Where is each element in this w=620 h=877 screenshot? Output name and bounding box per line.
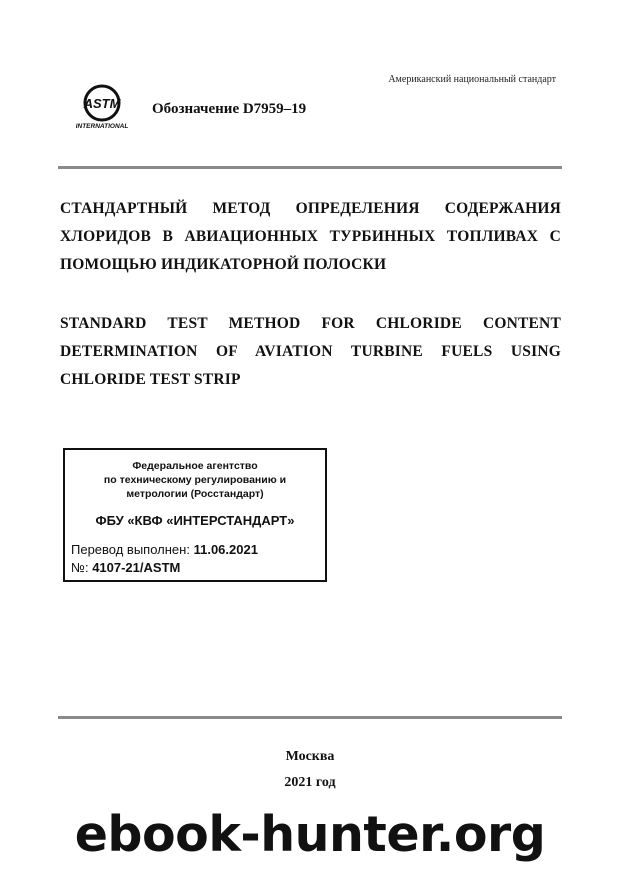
- svg-text:ASTM: ASTM: [83, 96, 121, 111]
- watermark: ebook-hunter.org: [74, 806, 546, 863]
- national-standard-label: Американский национальный стандарт: [388, 74, 556, 85]
- stamp-organization: ФБУ «КВФ «ИНТЕРСТАНДАРТ»: [95, 513, 295, 528]
- astm-logo-icon: [76, 84, 128, 130]
- publication-year: 2021 год: [284, 775, 336, 790]
- stamp-agency: [65, 459, 325, 501]
- number-label: №:: [71, 560, 89, 575]
- stamp-agency-line: метрологии (Росстандарт): [126, 488, 264, 500]
- translation-stamp: [63, 448, 327, 582]
- svg-text:INTERNATIONAL: INTERNATIONAL: [76, 123, 128, 130]
- number-value: 4107-21/ASTM: [92, 560, 181, 575]
- title-english: STANDARD TEST METHOD FOR CHLORIDE CONTENT DETERMINATION OF AVIATION TURBINE FUELS USING CHLORIDE TEST STRIP: [60, 315, 561, 388]
- publication-city: Москва: [285, 749, 335, 764]
- top-divider: [58, 166, 562, 169]
- translated-label: Перевод выполнен:: [71, 542, 190, 557]
- translated-date: 11.06.2021: [193, 542, 258, 557]
- stamp-translation-line: [71, 542, 258, 557]
- stamp-agency-line: Федеральное агентство: [132, 460, 258, 472]
- designation: Обозначение D7959–19: [152, 101, 307, 117]
- stamp-number-line: [71, 560, 180, 575]
- stamp-agency-line: по техническому регулированию и: [103, 474, 287, 486]
- bottom-divider: [58, 716, 562, 719]
- title-russian: СТАНДАРТНЫЙ МЕТОД ОПРЕДЕЛЕНИЯ СОДЕРЖАНИЯ ХЛОРИДОВ В АВИАЦИОННЫХ ТУРБИННЫХ ТОПЛИВАХ С ПОМОЩЬЮ ИНДИКАТОРНОЙ ПОЛОСКИ: [60, 200, 561, 273]
